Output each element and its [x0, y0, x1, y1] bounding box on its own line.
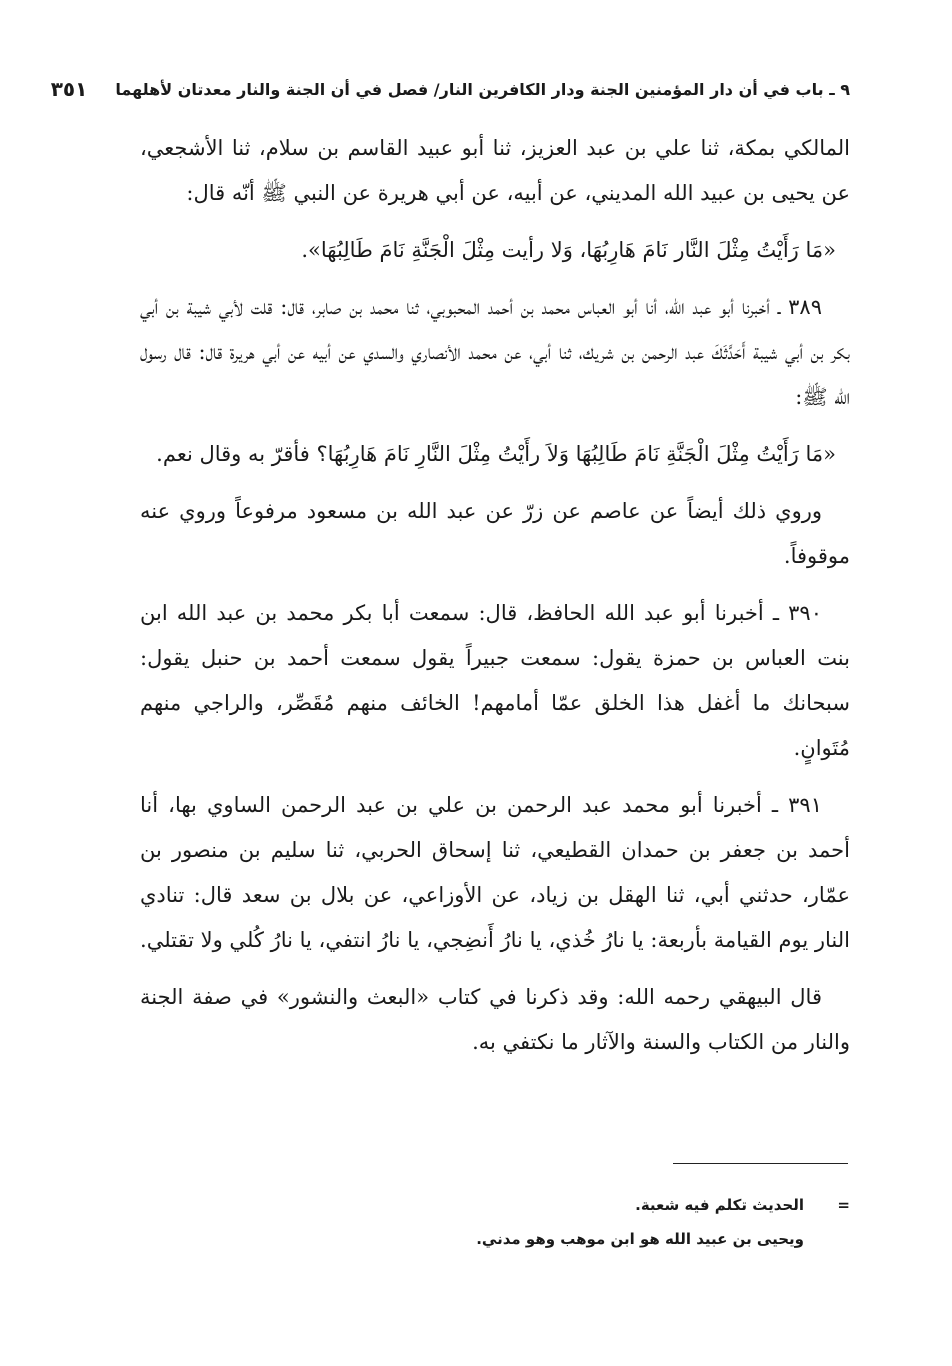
paragraph-narration-note: وروي ذلك أيضاً عن عاصم عن زرّ عن عبد الله بن مسعود مرفوعاً وروي عنه موقوفاً. — [140, 499, 850, 568]
paragraph-report-391: ٣٩١ ـ أخبرنا أبو محمد عبد الرحمن بن علي بن عبد الرحمن الساوي بها، أنا أحمد بن جعفر بن حمدان القطيعي، ثنا إسحاق الحربي، ثنا سليم بن منصور بن عمّار، حدثني أبي، ثنا الهقل بن زياد، عن الأوزاعي، عن بلال بن سعد قال: تنادي النار يوم القيامة بأربعة: يا نارُ خُذي، يا نارُ أَنضِجي، يا نارُ انتفي، يا نارُ كُلي ولا تقتلي. — [140, 793, 850, 952]
paragraph-author-note: قال البيهقي رحمه الله: وقد ذكرنا في كتاب «البعث والنشور» في صفة الجنة والنار من الكتاب والسنة والآثار ما نكتفي به. — [140, 985, 850, 1054]
chapter-title: ٩ ـ باب في أن دار المؤمنين الجنة ودار الكافرين النار/ فصل في أن الجنة والنار معدتان لأهلهما — [115, 79, 850, 99]
footnote-line: ويحيى بن عبيد الله هو ابن موهب وهو مدني. — [476, 1230, 804, 1248]
footnote-marker: = — [837, 1196, 850, 1214]
paragraph-hadith-quote: «مَا رَأَيْتُ مِثْلَ النَّار نَامَ هَارِبُهَا، وَلا رأيت مِثْلَ الْجَنَّةِ نَامَ طَالِبُهَا». — [301, 238, 836, 262]
paragraph-isnad-continuation: المالكي بمكة، ثنا علي بن عبد العزيز، ثنا أبو عبيد القاسم بن سلام، ثنا الأشجعي، عن يحيى بن عبيد الله المديني، عن أبيه، عن أبي هريرة عن النبي ﷺ أنّه قال: — [140, 136, 850, 205]
page-number: ٣٥١ — [50, 77, 88, 101]
footnote-separator — [673, 1163, 848, 1164]
footnotes — [440, 1188, 850, 1256]
paragraph-hadith-389-text: «مَا رَأَيْتُ مِثْلَ الْجَنَّةِ نَامَ طَالِبُهَا وَلاَ رأَيْتُ مِثْلَ النَّارِ نَامَ هَارِبُهَا؟ فأقرّ به وقال نعم. — [156, 442, 836, 466]
running-header — [50, 72, 850, 106]
footnote-line — [440, 1188, 850, 1222]
footnote-text: الحديث تكلم فيه شعبة. — [635, 1196, 804, 1214]
paragraph-report-390: ٣٩٠ ـ أخبرنا أبو عبد الله الحافظ، قال: سمعت أبا بكر محمد بن عبد الله ابن بنت العباس بن حمزة يقول: سمعت جبيراً يقول سمعت أحمد بن حنبل يقول: سبحانك ما أغفل هذا الخلق عمّا أمامهم! الخائف منهم مُقَصِّر، والراجي منهم مُتَوانٍ. — [140, 601, 850, 760]
paragraph-hadith-389: ٣٨٩ ـ أخبرنا أبو عبد الله، أنا أبو العباس محمد بن أحمد المحبوبي، ثنا محمد بن صابر، قال: قلت لأبي شيبة بن أبي بكر بن أبي شيبة أَحَدَّثَكَ عبد الرحمن بن شريك، ثنا أبي، عن محمد الأنصاري والسدي عن أبيه عن أبي هريرة قال: قال رسول الله ﷺ: — [140, 295, 850, 409]
main-text — [140, 126, 850, 1077]
